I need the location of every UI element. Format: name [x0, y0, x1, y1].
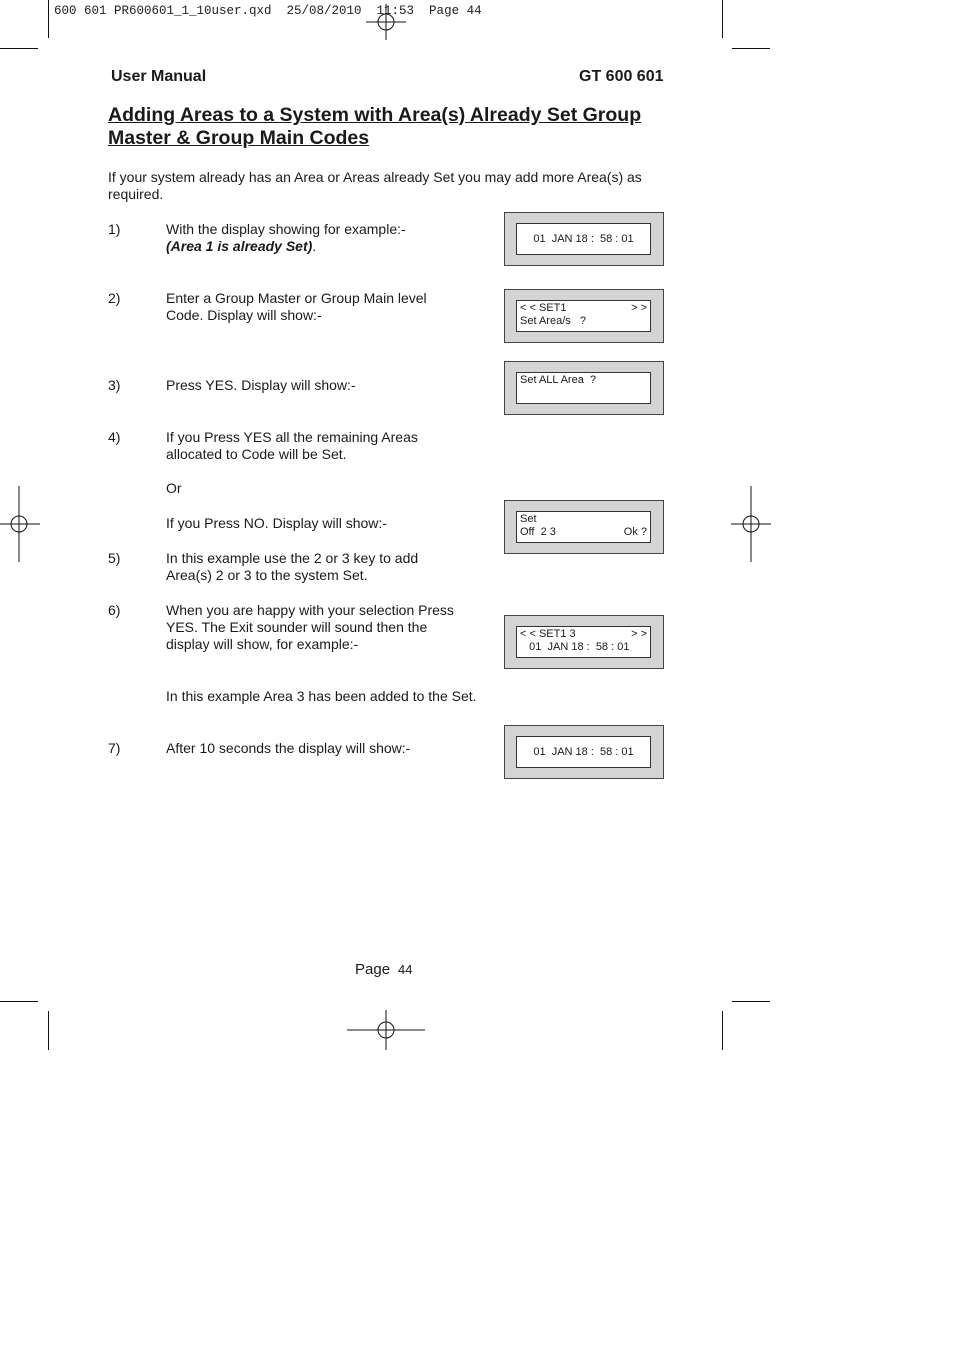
step-note: In this example Area 3 has been added to the Set.	[166, 688, 477, 704]
step-text: Press YES. Display will show:-	[166, 377, 356, 393]
lcd-panel	[504, 615, 664, 669]
step-number: 1)	[108, 221, 121, 237]
lcd-line	[520, 526, 647, 539]
lcd-text: < < SET1 3	[520, 628, 576, 640]
step-number: 3)	[108, 377, 121, 393]
print-slug: 600 601 PR600601_1_10user.qxd 25/08/2010 11:53 Page 44	[54, 4, 482, 18]
lcd-panel	[504, 289, 664, 343]
registration-mark-right	[731, 486, 771, 562]
step-number: 5)	[108, 550, 121, 566]
lcd-text: 01 JAN 18 : 58 : 01	[520, 641, 630, 653]
header-right: GT 600 601	[579, 68, 664, 85]
lcd-screen	[516, 626, 651, 658]
registration-mark-bottom	[347, 1010, 425, 1050]
lcd-line: 01 JAN 18 : 58 : 01	[533, 233, 634, 245]
lcd-panel	[504, 725, 664, 779]
step-text: In this example use the 2 or 3 key to add Area(s) 2 or 3 to the system Set.	[166, 550, 419, 583]
lcd-text: > >	[631, 628, 647, 640]
step-line	[166, 238, 466, 255]
intro-paragraph: If your system already has an Area or Areas already Set you may add more Area(s) as required.	[108, 169, 642, 202]
lcd-screen	[516, 372, 651, 404]
crop-mark	[0, 1001, 38, 1002]
lcd-screen	[516, 511, 651, 543]
step-punct: .	[312, 238, 317, 254]
crop-mark	[722, 1011, 723, 1050]
lcd-line	[520, 302, 647, 315]
step-emphasis: (Area 1 is already Set)	[166, 238, 313, 254]
lcd-panel	[504, 212, 664, 266]
header-left: User Manual	[111, 68, 207, 85]
lcd-line	[520, 628, 647, 641]
lcd-line	[520, 513, 647, 526]
step-text: After 10 seconds the display will show:-	[166, 740, 411, 756]
lcd-screen	[516, 300, 651, 332]
lcd-line	[520, 315, 647, 328]
step-text: When you are happy with your selection Press YES. The Exit sounder will sound then the display will show, for example:-	[166, 602, 454, 652]
step-number: 7)	[108, 740, 121, 756]
lcd-screen	[516, 736, 651, 768]
crop-mark	[0, 48, 38, 49]
page-footer	[355, 961, 413, 978]
lcd-text: < < SET1	[520, 302, 567, 314]
crop-mark	[732, 1001, 770, 1002]
step-or: Or	[166, 480, 182, 496]
step-text	[166, 221, 466, 255]
crop-mark	[48, 1011, 49, 1050]
step-text: If you Press YES all the remaining Areas allocated to Code will be Set.	[166, 429, 418, 462]
lcd-screen	[516, 223, 651, 255]
lcd-panel	[504, 500, 664, 554]
crop-mark	[732, 48, 770, 49]
page-title: Adding Areas to a System with Area(s) Already Set Group Master & Group Main Codes	[108, 104, 642, 149]
registration-mark-left	[0, 486, 40, 562]
step-number: 2)	[108, 290, 121, 306]
step-text: Enter a Group Master or Group Main level Code. Display will show:-	[166, 290, 427, 323]
step-number: 6)	[108, 602, 121, 618]
lcd-panel	[504, 361, 664, 415]
lcd-text: Set ALL Area ?	[520, 374, 597, 386]
lcd-text: > >	[631, 302, 647, 314]
lcd-text: Set	[520, 513, 537, 525]
lcd-text: Ok ?	[623, 526, 647, 538]
step-line: With the display showing for example:-	[166, 221, 406, 237]
page-number: 44	[398, 962, 413, 977]
lcd-line: 01 JAN 18 : 58 : 01	[533, 746, 634, 758]
step-text: If you Press NO. Display will show:-	[166, 515, 387, 531]
page-label: Page	[355, 961, 391, 978]
lcd-text: Off 2 3	[520, 526, 556, 538]
lcd-line	[520, 374, 647, 387]
lcd-text: Set Area/s ?	[520, 315, 587, 327]
crop-mark	[48, 0, 49, 38]
step-number: 4)	[108, 429, 121, 445]
crop-mark	[722, 0, 723, 38]
lcd-line	[520, 641, 647, 654]
